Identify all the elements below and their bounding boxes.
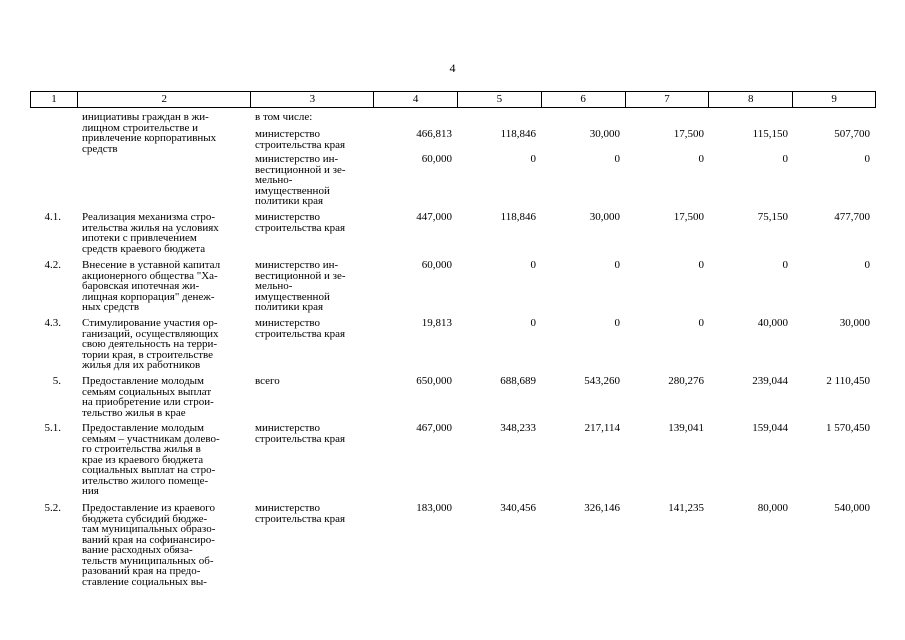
row-executor: министерство строительства края [255,502,346,525]
row-value-col-6: 217,114 [584,422,620,434]
row-value-col-8: 115,150 [752,128,788,140]
table-row [30,423,876,497]
row-value-col-4: 447,000 [416,211,452,223]
row-value-col-4: 183,000 [416,502,452,514]
row-executor: в том числе: [255,111,313,123]
row-value-col-7: 17,500 [673,128,704,140]
table-header [30,91,876,108]
row-value-col-6: 30,000 [589,128,620,140]
header-col-2: 2 [78,92,252,107]
row-index [30,154,77,207]
row-value-col-7: 280,276 [668,375,704,387]
row-executor: министерство ин- вестиционной и зе- мельно- имущественной политики края [255,259,346,313]
row-value-col-4: 19,813 [421,317,452,329]
table-row [30,154,876,207]
row-value-col-7: 139,041 [668,422,704,434]
row-value-col-8: 75,150 [757,211,788,223]
table-row [30,318,876,371]
row-executor: министерство ин- вестиционной и зе- мельно- имущественной политики края [255,153,346,207]
row-value-col-7: 141,235 [668,502,704,514]
row-executor: министерство строительства края [255,211,346,234]
table-row [30,212,876,254]
row-value-col-5: 688,689 [500,375,536,387]
row-executor: министерство строительства края [255,128,346,151]
row-value-col-6: 0 [614,259,620,271]
row-index: 5.1. [44,422,61,434]
row-value-col-5: 118,846 [500,128,536,140]
row-value-col-4: 60,000 [421,153,452,165]
row-name: Предоставление молодым семьям социальных выплат на приобретение или строи- тельство жилья в крае [82,375,214,419]
row-value-col-5: 340,456 [500,502,536,514]
header-col-8: 8 [709,92,793,107]
row-value-col-4: 650,000 [416,375,452,387]
row-value-col-8: 159,044 [752,422,788,434]
row-index: 5.2. [44,502,61,514]
table-row [30,129,876,150]
row-executor: министерство строительства края [255,422,346,445]
row-index: 4.1. [44,211,61,223]
row-name [77,154,251,207]
row-value-col-8: 0 [782,153,788,165]
row-value-col-7: 0 [698,317,704,329]
row-value-col-7: 0 [698,259,704,271]
row-value-col-5: 0 [530,153,536,165]
row-value-col-4: 467,000 [416,422,452,434]
row-name: Предоставление из краевого бюджета субсидий бюдже- там муниципальных образо- ваний края на софинансиро- вание расходных обяза- тельств муниципальных об- разований края на предо- ставление социальных вы- [82,502,216,588]
header-col-3: 3 [251,92,374,107]
row-value-col-6: 326,146 [584,502,620,514]
row-name: Предоставление молодым семьям – участникам долево- го строительства жилья в крае из краевого бюджета социальных выплат на стро- ительство жилого помеще- ния [82,422,220,497]
row-value-col-6: 0 [614,153,620,165]
header-col-7: 7 [626,92,710,107]
row-value-col-9: 507,700 [834,128,870,140]
row-value-col-9: 1 570,450 [826,422,870,434]
header-col-4: 4 [374,92,458,107]
row-executor: министерство строительства края [255,317,346,340]
header-col-1: 1 [31,92,78,107]
row-value-col-4: 466,813 [416,128,452,140]
row-index: 4.3. [44,317,61,329]
row-executor: всего [255,375,280,387]
row-value-col-9: 477,700 [834,211,870,223]
row-value-col-9: 30,000 [839,317,870,329]
row-value-col-6: 30,000 [589,211,620,223]
row-value-col-9: 0 [864,153,870,165]
table-row [30,260,876,313]
row-value-col-7: 0 [698,153,704,165]
row-index: 5. [52,375,61,387]
row-name [77,129,251,150]
row-value-col-6: 543,260 [584,375,620,387]
row-value-col-5: 0 [530,259,536,271]
row-index [30,129,77,150]
row-value-col-5: 0 [530,317,536,329]
row-value-col-5: 348,233 [500,422,536,434]
row-value-col-4: 60,000 [421,259,452,271]
row-value-col-8: 239,044 [752,375,788,387]
row-value-col-6: 0 [614,317,620,329]
header-col-9: 9 [831,93,837,105]
row-name: Стимулирование участия ор- ганизаций, осуществляющих свою деятельность на терри- тории края, в строительстве жилья для их работников [82,317,219,371]
table-row [30,503,876,587]
row-value-col-9: 0 [864,259,870,271]
row-index: 4.2. [44,259,61,271]
row-value-col-8: 0 [782,259,788,271]
row-value-col-8: 40,000 [757,317,788,329]
row-value-col-9: 540,000 [834,502,870,514]
row-value-col-8: 80,000 [757,502,788,514]
table-row [30,376,876,418]
row-name: Реализация механизма стро- ительства жилья на условиях ипотеки с привлечением средств краевого бюджета [82,211,219,255]
row-value-col-7: 17,500 [673,211,704,223]
header-col-6: 6 [542,92,626,107]
row-value-col-9: 2 110,450 [826,375,870,387]
header-col-5: 5 [458,92,542,107]
row-name: инициативы граждан в жи- лищном строительстве и привлечение корпоративных средств [82,111,217,155]
page-number: 4 [449,61,456,75]
row-value-col-5: 118,846 [500,211,536,223]
row-name: Внесение в уставной капитал акционерного общества "Ха- баровская ипотечная жи- лищная корпорация" денеж- ных средств [82,259,221,313]
